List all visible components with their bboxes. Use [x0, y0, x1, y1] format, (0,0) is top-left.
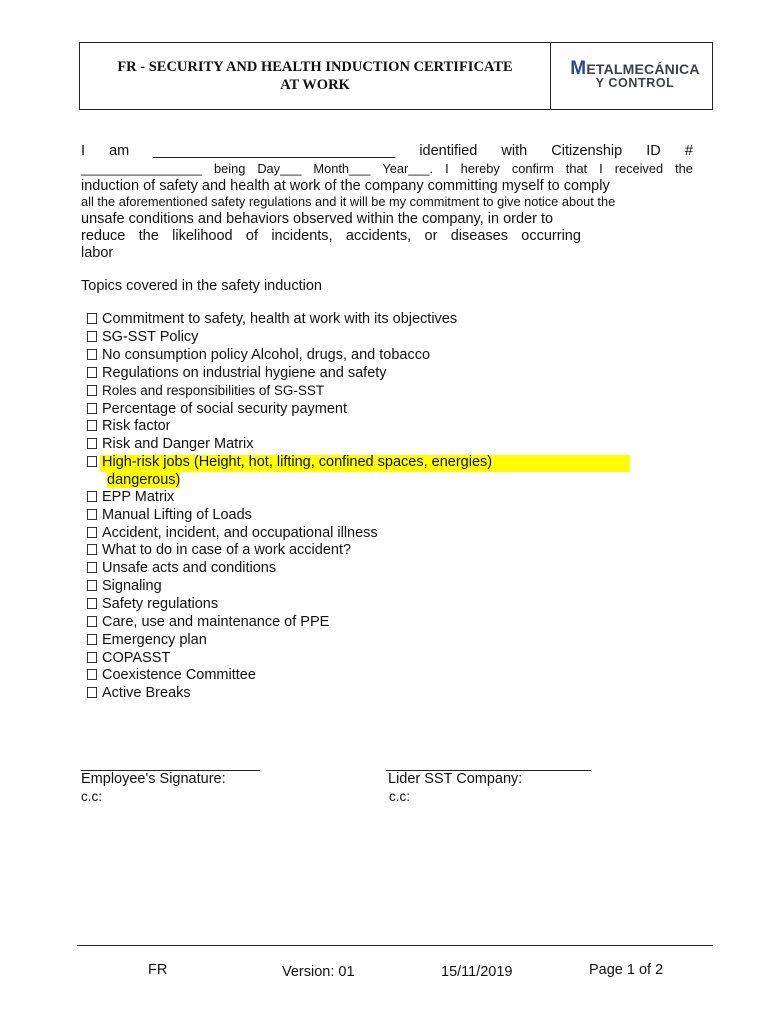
- topic-item: Risk factor: [87, 418, 171, 434]
- topic-item: Risk and Danger Matrix: [87, 436, 254, 452]
- intro-line-2: _________________ being Day___ Month___ Year___. I hereby confirm that I received the: [81, 161, 693, 176]
- lider-cc-label: c.c:: [389, 789, 411, 804]
- topic-item: Coexistence Committee: [87, 667, 256, 683]
- document-title: [80, 43, 550, 109]
- employee-signature-label: Employee's Signature:: [81, 771, 226, 787]
- intro-line-3: induction of safety and health at work of the company committing myself to comply: [81, 178, 610, 194]
- intro-line-7: labor: [81, 245, 114, 261]
- topic-item: Safety regulations: [87, 596, 218, 612]
- intro-line-6: reduce the likelihood of incidents, accidents, or diseases occurring: [81, 228, 581, 244]
- checkbox-icon[interactable]: [87, 652, 97, 663]
- checkbox-icon[interactable]: [87, 367, 97, 378]
- topic-item: Signaling: [87, 578, 162, 594]
- footer-divider: [77, 945, 713, 946]
- header-divider: [550, 43, 551, 109]
- checkbox-icon[interactable]: [87, 544, 97, 555]
- title-line-2: AT WORK: [280, 77, 350, 93]
- checkbox-icon[interactable]: [87, 385, 97, 396]
- footer-version: Version: 01: [282, 964, 355, 980]
- topic-item: What to do in case of a work accident?: [87, 542, 351, 558]
- topic-item: Unsafe acts and conditions: [87, 560, 276, 576]
- topic-item: COPASST: [87, 650, 170, 666]
- topic-item: No consumption policy Alcohol, drugs, and tobacco: [87, 347, 430, 363]
- checkbox-icon[interactable]: [87, 403, 97, 414]
- topic-item: Active Breaks: [87, 685, 191, 701]
- checkbox-icon[interactable]: [87, 509, 97, 520]
- topic-item: Accident, incident, and occupational illness: [87, 525, 378, 541]
- topics-title: Topics covered in the safety induction: [81, 278, 322, 294]
- topic-item: Manual Lifting of Loads: [87, 507, 252, 523]
- checkbox-icon[interactable]: [87, 616, 97, 627]
- company-logo: METALMECÁNICA Y CONTROL: [570, 58, 700, 90]
- footer-code: FR: [148, 962, 168, 978]
- checkbox-icon[interactable]: [87, 598, 97, 609]
- checkbox-icon[interactable]: [87, 438, 97, 449]
- intro-line-4: all the aforementioned safety regulations and it will be my commitment to give notice about the: [81, 194, 616, 209]
- topic-item: Emergency plan: [87, 632, 207, 648]
- checkbox-icon[interactable]: [87, 331, 97, 342]
- topic-item: EPP Matrix: [87, 489, 174, 505]
- topic-item: Roles and responsibilities of SG-SST: [87, 383, 324, 398]
- checkbox-icon[interactable]: [87, 634, 97, 645]
- footer-page: Page 1 of 2: [589, 962, 664, 978]
- lider-signature-label: Lider SST Company:: [388, 771, 523, 787]
- topic-item-highlighted: High-risk jobs (Height, hot, lifting, confined spaces, energies): [87, 454, 492, 470]
- checkbox-icon[interactable]: [87, 456, 97, 467]
- checkbox-icon[interactable]: [87, 527, 97, 538]
- intro-line-1: I am ______________________________ identified with Citizenship ID #: [81, 143, 693, 159]
- checkbox-icon[interactable]: [87, 420, 97, 431]
- topic-item: Regulations on industrial hygiene and safety: [87, 365, 387, 381]
- checkbox-icon[interactable]: [87, 669, 97, 680]
- document-header: [79, 42, 713, 110]
- topic-item: Percentage of social security payment: [87, 401, 347, 417]
- topic-item: Care, use and maintenance of PPE: [87, 614, 329, 630]
- checkbox-icon[interactable]: [87, 491, 97, 502]
- intro-line-5: unsafe conditions and behaviors observed within the company, in order to: [81, 211, 554, 227]
- checkbox-icon[interactable]: [87, 562, 97, 573]
- checkbox-icon[interactable]: [87, 580, 97, 591]
- topic-item: SG-SST Policy: [87, 329, 198, 345]
- checkbox-icon[interactable]: [87, 313, 97, 324]
- title-line-1: FR - SECURITY AND HEALTH INDUCTION CERTIFICATE: [117, 59, 513, 75]
- footer-date: 15/11/2019: [441, 964, 513, 980]
- topic-item-highlighted-cont: dangerous): [107, 472, 181, 488]
- topic-item: Commitment to safety, health at work with its objectives: [87, 311, 457, 327]
- employee-cc-label: c.c:: [81, 789, 103, 804]
- checkbox-icon[interactable]: [87, 687, 97, 698]
- checkbox-icon[interactable]: [87, 349, 97, 360]
